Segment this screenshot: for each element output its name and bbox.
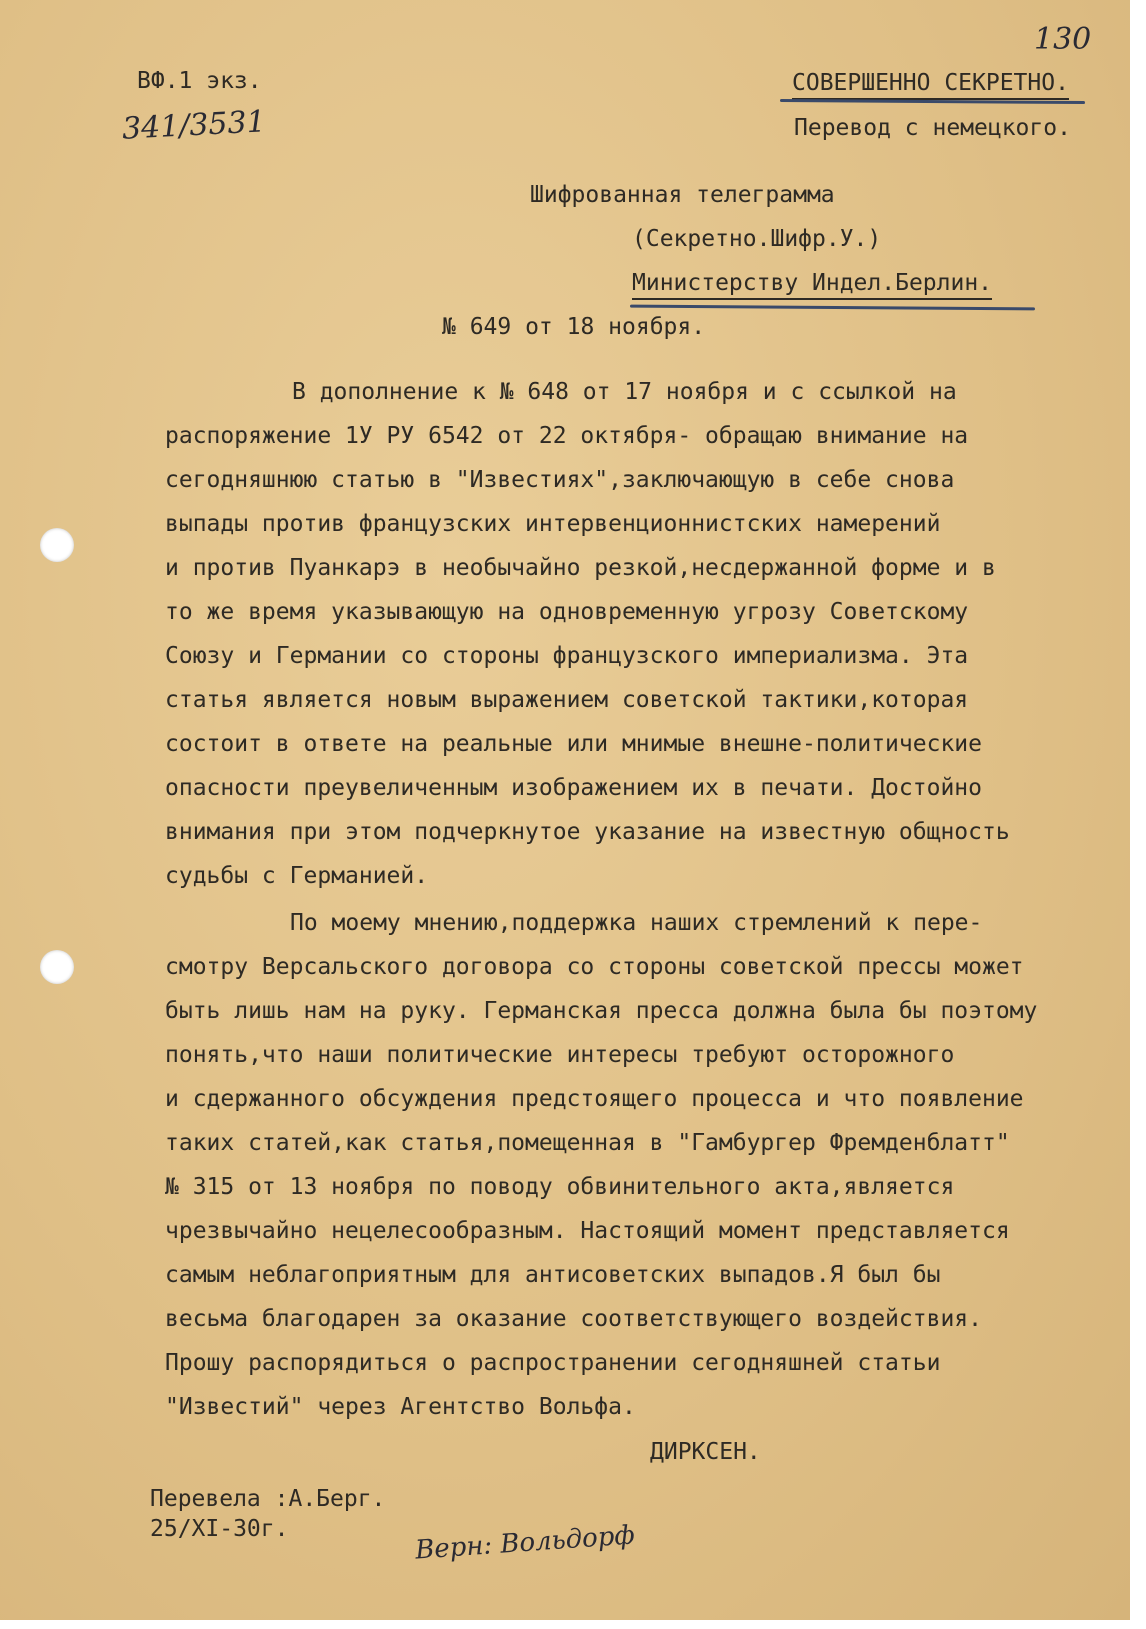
body-line: Прошу распорядиться о распространении сегодняшней статьи (165, 1350, 941, 1376)
body-line: и сдержанного обсуждения предстоящего процесса и что появление (165, 1086, 1024, 1112)
body-line: По моему мнению,поддержка наших стремлений к пере- (290, 910, 983, 936)
body-line: то же время указывающую на одновременную угрозу Советскому (165, 599, 969, 625)
page-number: 130 (1034, 22, 1092, 57)
body-line: опасности преувеличенным изображением их в печати. Достойно (165, 775, 982, 801)
header-addressee: Министерству Индел.Берлин. (632, 268, 992, 300)
body-line: судьбы с Германией. (165, 863, 429, 889)
body-line: выпады против французских интервенционнистских намерений (165, 511, 941, 537)
body-line: самым неблагоприятным для антисоветских выпадов.Я был бы (165, 1262, 941, 1288)
registration-number: 341/3531 (121, 104, 267, 147)
body-line: смотру Версальского договора со стороны советской прессы может (165, 954, 1024, 980)
translation-date: 25/XI-30г. (150, 1516, 289, 1542)
body-line: № 315 от 13 ноября по поводу обвинительного акта,является (165, 1174, 955, 1200)
body-line: состоит в ответе на реальные или мнимые внешне-политические (165, 731, 982, 757)
header-number-line: № 649 от 18 ноября. (442, 314, 706, 340)
body-line: понять,что наши политические интересы требуют осторожного (165, 1042, 955, 1068)
translation-note: Перевод с немецкого. (794, 115, 1071, 141)
body-line: В дополнение к № 648 от 17 ноября и с ссылкой на (292, 379, 957, 405)
body-line: быть лишь нам на руку. Германская пресса должна была бы поэтому (165, 998, 1038, 1024)
handwritten-check-note: Верн: Вольдорф (414, 1520, 636, 1566)
body-line: статья является новым выражением советской тактики,которая (165, 687, 969, 713)
signature-name: ДИРКСЕН. (650, 1439, 761, 1465)
underline-mark-2 (630, 305, 1035, 311)
header-telegram: Шифрованная телеграмма (530, 182, 835, 208)
body-line: Союзу и Германии со стороны французского империализма. Эта (165, 643, 969, 669)
translator-note: Перевела :А.Берг. (150, 1486, 386, 1512)
body-line: внимания при этом подчеркнутое указание на известную общность (165, 819, 1010, 845)
body-line: распоряжение 1У РУ 6542 от 22 октября- обращаю внимание на (165, 423, 969, 449)
body-line: и против Пуанкарэ в необычайно резкой,несдержанной форме и в (165, 555, 996, 581)
body-line: весьма благодарен за оказание соответствующего воздействия. (165, 1306, 982, 1332)
body-line: таких статей,как статья,помещенная в "Гамбургер Фремденблатт" (165, 1130, 1010, 1156)
punch-hole (40, 528, 74, 562)
punch-hole (40, 950, 74, 984)
header-secret: (Секретно.Шифр.У.) (632, 226, 882, 252)
body-line: чрезвычайно нецелесообразным. Настоящий момент представляется (165, 1218, 1010, 1244)
body-line: "Известий" через Агентство Вольфа. (165, 1394, 636, 1420)
body-line: сегодняшнюю статью в "Известиях",заключающую в себе снова (165, 467, 955, 493)
copy-note: ВФ.1 экз. (137, 68, 262, 94)
classification-stamp: СОВЕРШЕННО СЕКРЕТНО. (792, 68, 1069, 100)
